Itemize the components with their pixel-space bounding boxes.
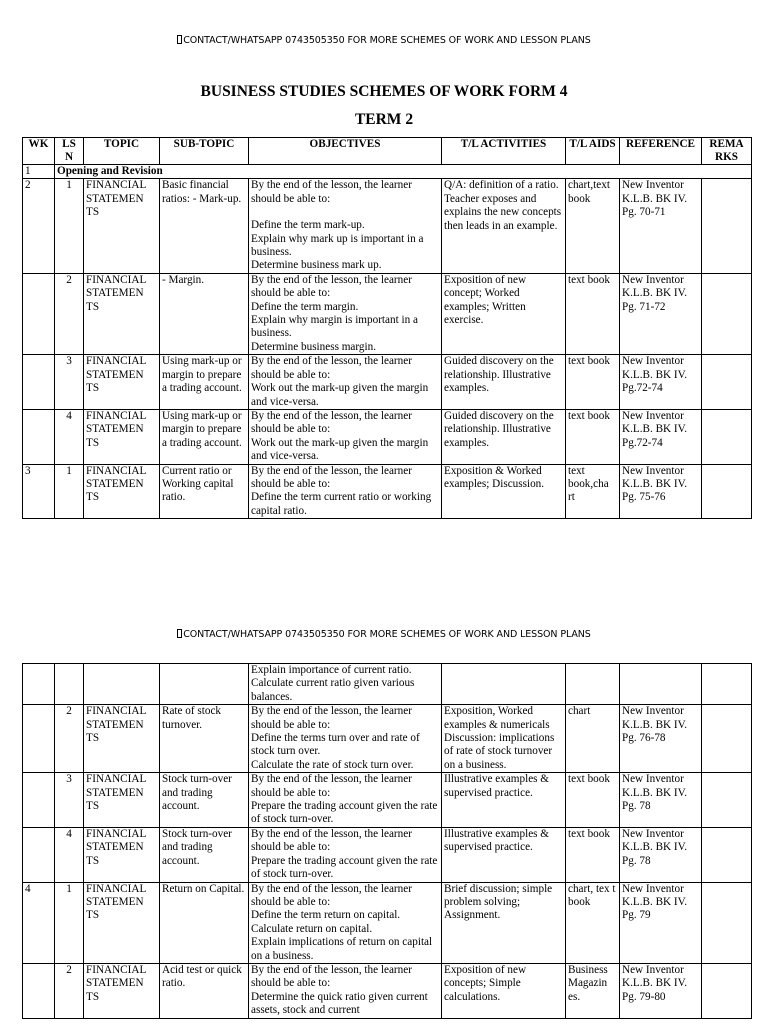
objectives-cell xyxy=(249,179,442,273)
subtopic-cell xyxy=(160,664,249,705)
table-row xyxy=(23,773,752,828)
table-row xyxy=(23,882,752,963)
objective-line: By the end of the lesson, the learner should be able to: xyxy=(251,882,412,908)
objectives-cell xyxy=(249,664,442,705)
col-header-topic: TOPIC xyxy=(84,138,160,165)
activities-cell: Exposition & Worked examples; Discussion. xyxy=(442,464,566,519)
topic-cell: FINANCIAL STATEMEN TS xyxy=(84,773,160,828)
topic-cell: FINANCIAL STATEMEN TS xyxy=(84,963,160,1018)
objective-line: Calculate current ratio given various balances. xyxy=(251,677,415,703)
objective-line: By the end of the lesson, the learner should be able to: xyxy=(251,273,412,300)
objective-line: Prepare the trading account given the rate of stock turn-over. xyxy=(251,854,438,881)
missing-glyph-icon xyxy=(177,35,182,44)
remarks-cell xyxy=(702,827,752,882)
objectives-cell xyxy=(249,882,442,963)
table-row xyxy=(23,179,752,273)
table-row xyxy=(23,664,752,705)
objective-line: By the end of the lesson, the learner should be able to: xyxy=(251,827,412,854)
subtopic-cell: Acid test or quick ratio. xyxy=(160,963,249,1018)
activities-cell: Illustrative examples & supervised practice. xyxy=(442,773,566,828)
objective-line: By the end of the lesson, the learner should be able to: xyxy=(251,464,412,490)
activities-cell: Exposition, Worked examples & numericals Discussion: implications of rate of stock turnover on a business. xyxy=(442,705,566,773)
aids-cell: text book xyxy=(566,273,620,354)
week-cell xyxy=(23,409,55,464)
span-row-cell: Opening and Revision xyxy=(55,165,752,179)
objective-line: Explain implications of return on capital on a business. xyxy=(251,936,433,962)
activities-cell: Illustrative examples & supervised practice. xyxy=(442,827,566,882)
remarks-cell xyxy=(702,409,752,464)
table-row xyxy=(23,827,752,882)
term-title: TERM 2 xyxy=(354,111,414,128)
objective-line: Work out the mark-up given the margin and vice-versa. xyxy=(251,382,429,408)
remarks-cell xyxy=(702,355,752,410)
objective-line: Calculate return on capital. xyxy=(251,922,373,935)
missing-glyph-icon xyxy=(177,629,182,638)
objective-line: Define the term mark-up. xyxy=(251,219,365,232)
reference-cell: New Inventor K.L.B. BK IV. Pg. 79 xyxy=(620,882,702,963)
topic-cell: FINANCIAL STATEMEN TS xyxy=(84,409,160,464)
objective-line: Explain why margin is important in a business. xyxy=(251,314,418,340)
week-cell xyxy=(23,827,55,882)
week-cell: 3 xyxy=(23,464,55,519)
activities-cell: Q/A: definition of a ratio. Teacher exposes and explains the new concepts then leads in an example. xyxy=(442,179,566,273)
reference-cell: New Inventor K.L.B. BK IV. Pg.72-74 xyxy=(620,409,702,464)
objective-line: By the end of the lesson, the learner should be able to: xyxy=(251,773,412,799)
document-title: BUSINESS STUDIES SCHEMES OF WORK FORM 4 xyxy=(200,83,568,100)
objective-line: Define the terms turn over and rate of stock turn over. xyxy=(251,732,420,758)
table-header-row xyxy=(23,138,752,165)
objective-line: By the end of the lesson, the learner should be able to: xyxy=(251,355,412,381)
objective-line: By the end of the lesson, the learner should be able to: xyxy=(251,705,412,731)
activities-cell xyxy=(442,664,566,705)
objective-line: Define the term margin. xyxy=(251,300,359,313)
activities-cell: Exposition of new concepts; Simple calculations. xyxy=(442,963,566,1018)
topic-cell: FINANCIAL STATEMEN TS xyxy=(84,273,160,354)
lesson-cell: 2 xyxy=(55,705,84,773)
week-cell xyxy=(23,705,55,773)
subtopic-cell: Current ratio or Working capital ratio. xyxy=(160,464,249,519)
lesson-cell: 4 xyxy=(55,409,84,464)
aids-cell: text book xyxy=(566,827,620,882)
topic-cell: FINANCIAL STATEMEN TS xyxy=(84,827,160,882)
topic-cell: FINANCIAL STATEMEN TS xyxy=(84,705,160,773)
objective-line: Explain importance of current ratio. xyxy=(251,664,412,676)
objective-line: By the end of the lesson, the learner should be able to: xyxy=(251,409,412,436)
col-header-wk: WK xyxy=(23,138,55,165)
col-header-subtopic: SUB-TOPIC xyxy=(160,138,249,165)
scheme-table-page2 xyxy=(22,663,752,1019)
objectives-cell xyxy=(249,409,442,464)
week-cell: 1 xyxy=(23,165,55,179)
remarks-cell xyxy=(702,464,752,519)
aids-cell: text book xyxy=(566,355,620,410)
topic-cell: FINANCIAL STATEMEN TS xyxy=(84,355,160,410)
objectives-cell xyxy=(249,464,442,519)
lesson-cell: 2 xyxy=(55,963,84,1018)
reference-cell: New Inventor K.L.B. BK IV. Pg. 75-76 xyxy=(620,464,702,519)
subtopic-cell: Using mark-up or margin to prepare a trading account. xyxy=(160,409,249,464)
lesson-cell: 1 xyxy=(55,882,84,963)
topic-cell: FINANCIAL STATEMEN TS xyxy=(84,179,160,273)
topic-cell: FINANCIAL STATEMEN TS xyxy=(84,882,160,963)
week-cell: 2 xyxy=(23,179,55,273)
lesson-cell: 3 xyxy=(55,773,84,828)
remarks-cell xyxy=(702,705,752,773)
table-row xyxy=(23,409,752,464)
lesson-cell: 1 xyxy=(55,179,84,273)
objectives-cell xyxy=(249,273,442,354)
lesson-cell xyxy=(55,664,84,705)
reference-cell: New Inventor K.L.B. BK IV. Pg. 70-71 xyxy=(620,179,702,273)
table-row xyxy=(23,705,752,773)
objectives-cell xyxy=(249,355,442,410)
objectives-cell xyxy=(249,963,442,1018)
aids-cell: chart, tex t book xyxy=(566,882,620,963)
aids-cell: chart,text book xyxy=(566,179,620,273)
col-header-objectives: OBJECTIVES xyxy=(249,138,442,165)
objective-line: By the end of the lesson, the learner should be able to: xyxy=(251,963,412,990)
week-cell xyxy=(23,664,55,705)
col-header-remarks: REMA RKS xyxy=(702,138,752,165)
col-header-reference: REFERENCE xyxy=(620,138,702,165)
remarks-cell xyxy=(702,963,752,1018)
table-row xyxy=(23,963,752,1018)
subtopic-cell: Stock turn-over and trading account. xyxy=(160,827,249,882)
objective-line: Define the term return on capital. xyxy=(251,909,401,922)
lesson-cell: 2 xyxy=(55,273,84,354)
week-cell xyxy=(23,773,55,828)
table-row xyxy=(23,165,752,179)
page2-header-contact: CONTACT/WHATSAPP 0743505350 FOR MORE SCHEMES OF WORK AND LESSON PLANS xyxy=(0,629,768,640)
activities-cell: Brief discussion; simple problem solving; Assignment. xyxy=(442,882,566,963)
objectives-cell xyxy=(249,705,442,773)
objective-line: Work out the mark-up given the margin and vice-versa. xyxy=(251,436,429,463)
reference-cell: New Inventor K.L.B. BK IV. Pg. 76-78 xyxy=(620,705,702,773)
aids-cell: text book,cha rt xyxy=(566,464,620,519)
objective-line: Calculate the rate of stock turn over. xyxy=(251,758,414,771)
table-row xyxy=(23,273,752,354)
remarks-cell xyxy=(702,882,752,963)
objective-line: Determine business mark up. xyxy=(251,259,382,272)
aids-cell: text book xyxy=(566,773,620,828)
reference-cell: New Inventor K.L.B. BK IV. Pg. 71-72 xyxy=(620,273,702,354)
table-row xyxy=(23,464,752,519)
col-header-activities: T/L ACTIVITIES xyxy=(442,138,566,165)
remarks-cell xyxy=(702,664,752,705)
subtopic-cell: Return on Capital. xyxy=(160,882,249,963)
subtopic-cell: Basic financial ratios: - Mark-up. xyxy=(160,179,249,273)
week-cell xyxy=(23,963,55,1018)
subtopic-cell: Stock turn-over and trading account. xyxy=(160,773,249,828)
reference-cell: New Inventor K.L.B. BK IV. Pg.72-74 xyxy=(620,355,702,410)
subtopic-cell: Rate of stock turnover. xyxy=(160,705,249,773)
aids-cell: Business Magazin es. xyxy=(566,963,620,1018)
subtopic-cell: - Margin. xyxy=(160,273,249,354)
remarks-cell xyxy=(702,273,752,354)
activities-cell: Exposition of new concept; Worked examples; Written exercise. xyxy=(442,273,566,354)
objective-line xyxy=(251,206,439,219)
lesson-cell: 1 xyxy=(55,464,84,519)
page1-header-contact: CONTACT/WHATSAPP 0743505350 FOR MORE SCHEMES OF WORK AND LESSON PLANS xyxy=(0,35,768,46)
week-cell xyxy=(23,355,55,410)
subtopic-cell: Using mark-up or margin to prepare a trading account. xyxy=(160,355,249,410)
reference-cell: New Inventor K.L.B. BK IV. Pg. 78 xyxy=(620,827,702,882)
objective-line: Define the term current ratio or working capital ratio. xyxy=(251,491,432,517)
week-cell xyxy=(23,273,55,354)
remarks-cell xyxy=(702,773,752,828)
remarks-cell xyxy=(702,179,752,273)
lesson-cell: 4 xyxy=(55,827,84,882)
objective-line: Determine the quick ratio given current assets, stock and current xyxy=(251,990,428,1017)
objective-line: By the end of the lesson, the learner should be able to: xyxy=(251,179,412,205)
reference-cell: New Inventor K.L.B. BK IV. Pg. 78 xyxy=(620,773,702,828)
col-header-aids: T/L AIDS xyxy=(566,138,620,165)
aids-cell: chart xyxy=(566,705,620,773)
aids-cell xyxy=(566,664,620,705)
objective-line: Determine business margin. xyxy=(251,340,377,353)
objectives-cell xyxy=(249,827,442,882)
activities-cell: Guided discovery on the relationship. Illustrative examples. xyxy=(442,409,566,464)
scheme-table-page1 xyxy=(22,137,752,519)
activities-cell: Guided discovery on the relationship. Illustrative examples. xyxy=(442,355,566,410)
aids-cell: text book xyxy=(566,409,620,464)
lesson-cell: 3 xyxy=(55,355,84,410)
col-header-lsn: LS N xyxy=(55,138,84,165)
reference-cell xyxy=(620,664,702,705)
reference-cell: New Inventor K.L.B. BK IV. Pg. 79-80 xyxy=(620,963,702,1018)
objective-line: Prepare the trading account given the rate of stock turn-over. xyxy=(251,800,438,826)
objectives-cell xyxy=(249,773,442,828)
objective-line: Explain why mark up is important in a business. xyxy=(251,232,424,259)
topic-cell: FINANCIAL STATEMEN TS xyxy=(84,464,160,519)
table-row xyxy=(23,355,752,410)
topic-cell xyxy=(84,664,160,705)
week-cell: 4 xyxy=(23,882,55,963)
